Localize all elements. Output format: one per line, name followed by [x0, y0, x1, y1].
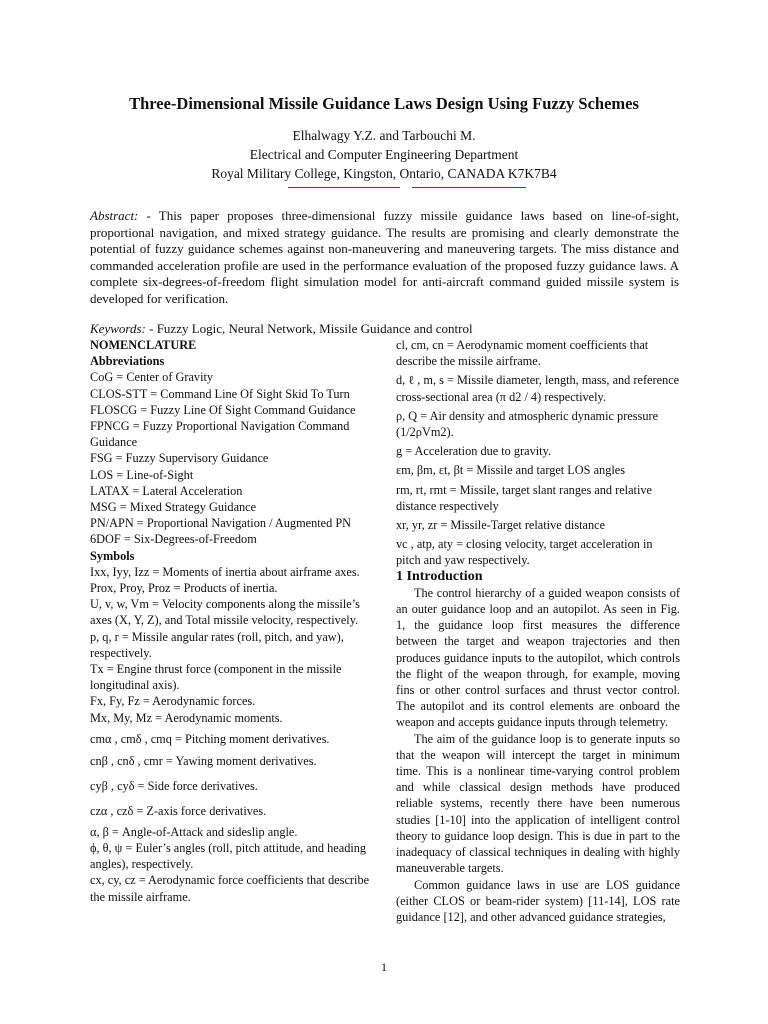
symbol-item: d, ℓ , m, s = Missile diameter, length, mass, and reference cross-sectional area (π d2 / 4) respectively.: [396, 373, 680, 404]
symbols-heading: Symbols: [90, 548, 135, 563]
symbol-item: cmα , cmδ , cmq = Pitching moment derivatives.: [90, 731, 330, 746]
abbreviation-item: CoG = Center of Gravity: [90, 370, 214, 385]
symbol-item: Ixx, Iyy, Izz = Moments of inertia about airframe axes.: [90, 564, 360, 579]
right-symbols-list: [396, 337, 680, 569]
keywords-label: Keywords:: [90, 321, 146, 336]
symbol-item: cyβ , cyδ = Side force derivatives.: [90, 779, 258, 794]
symbol-item: czα , czδ = Z-axis force derivatives.: [90, 804, 267, 819]
intro-paragraph: Common guidance laws in use are LOS guidance (either CLOS or beam-rider system) [11-14], LOS rate guidance [12], and other advanced guidance strategies,: [396, 877, 680, 924]
symbol-item: Fx, Fy, Fz = Aerodynamic forces.: [90, 694, 256, 709]
email-link-1[interactable]: [288, 187, 400, 188]
abbreviation-item: FLOSCG = Fuzzy Line Of Sight Command Guidance: [90, 402, 356, 417]
abbreviation-item: CLOS-STT = Command Line Of Sight Skid To Turn: [90, 386, 350, 401]
symbol-item: U, v, w, Vm = Velocity components along the missile’s axes (X, Y, Z), and Total missile velocity, respectively.: [90, 597, 360, 628]
author-block: [0, 126, 768, 183]
paper-title: Three-Dimensional Missile Guidance Laws Design Using Fuzzy Schemes: [129, 94, 639, 113]
department: Electrical and Computer Engineering Department: [249, 147, 519, 162]
abbreviation-item: MSG = Mixed Strategy Guidance: [90, 500, 257, 515]
abstract-label: Abstract:: [90, 208, 139, 223]
symbol-item: Tx = Engine thrust force (component in the missile longitudinal axis).: [90, 662, 342, 693]
symbol-item: cl, cm, cn = Aerodynamic moment coefficients that describe the missile airframe.: [396, 338, 649, 369]
symbol-item: ρ, Q = Air density and atmospheric dynamic pressure (1/2ρVm2).: [396, 408, 659, 440]
abbreviations-heading: Abbreviations: [90, 354, 165, 369]
abbreviation-item: FPNCG = Fuzzy Proportional Navigation Command Guidance: [90, 419, 350, 450]
symbol-item: ϕ, θ, ψ = Euler’s angles (roll, pitch attitude, and heading angles), respectively.: [90, 840, 367, 872]
symbol-item: rm, rt, rmt = Missile, target slant ranges and relative distance respectively: [396, 482, 652, 513]
symbol-item: p, q, r = Missile angular rates (roll, pitch, and yaw), respectively.: [90, 629, 344, 660]
institution: Royal Military College, Kingston, Ontario, CANADA K7K7B4: [211, 166, 557, 181]
abstract: [90, 208, 679, 308]
authors: Elhalwagy Y.Z. and Tarbouchi M.: [292, 128, 476, 143]
symbol-item: α, β = Angle-of-Attack and sideslip angle.: [90, 824, 298, 839]
symbol-item: xr, yr, zr = Missile-Target relative distance: [396, 518, 606, 533]
page-number: 1: [381, 960, 387, 974]
left-column: [90, 337, 372, 905]
email-links[interactable]: [288, 187, 528, 189]
abstract-text: - This paper proposes three-dimensional fuzzy missile guidance laws based on line-of-sight, proportional navigation, and mixed strategy guidance. The results are promising and clearly demonstrate the potential of fuzzy guidance schemes against non-maneuvering and maneuvering targets. The miss distance and commanded acceleration profile are used in the performance evaluation of the proposed fuzzy guidance laws. A complete six-degrees-of-freedom flight simulation model for anti-aircraft command guided missile system is developed for verification.: [90, 208, 679, 306]
symbol-item: εm, βm, εt, βt = Missile and target LOS angles: [396, 463, 626, 478]
abbreviation-item: PN/APN = Proportional Navigation / Augmented PN: [90, 516, 352, 531]
abbreviation-item: LATAX = Lateral Acceleration: [90, 483, 243, 498]
keywords-text: - Fuzzy Logic, Neural Network, Missile Guidance and control: [145, 321, 473, 336]
symbols-list: [90, 564, 372, 905]
email-link-2[interactable]: [412, 187, 526, 188]
abbreviation-item: 6DOF = Six-Degrees-of-Freedom: [90, 532, 257, 547]
symbol-item: Mx, My, Mz = Aerodynamic moments.: [90, 710, 283, 725]
intro-paragraph: The aim of the guidance loop is to generate inputs so that the weapon will intercept the target in minimum time. This is a nonlinear time-varying control problem and while classical design methods have produced reliable systems, recently there have been numerous studies [1-10] into the application of intelligent control theory to guidance loop design. This is due in part to the inadequacy of classical techniques in dealing with highly maneuverable targets.: [396, 731, 680, 876]
symbol-item: g = Acceleration due to gravity.: [396, 444, 552, 459]
right-column: [396, 337, 680, 925]
intro-paragraph: The control hierarchy of a guided weapon consists of an outer guidance loop and an autopilot. As seen in Fig. 1, the guidance loop first measures the difference between the target and weapon trajectories and then produces guidance inputs to the autopilot, which controls the flight of the weapon through, for example, moving fins or other control surfaces and thrust vector control. The autopilot and its control elements are onboard the weapon and accepts guidance inputs through telemetry.: [396, 585, 680, 730]
introduction-heading: 1 Introduction: [396, 568, 483, 584]
symbol-item: vc , atp, aty = closing velocity, target acceleration in pitch and yaw respectively.: [396, 537, 653, 568]
symbol-item: cnβ , cnδ , cmr = Yawing moment derivatives.: [90, 754, 317, 769]
abbreviations-list: [90, 369, 372, 547]
keywords: [90, 321, 679, 337]
abbreviation-item: FSG = Fuzzy Supervisory Guidance: [90, 451, 269, 466]
nomenclature-heading: NOMENCLATURE: [90, 338, 197, 352]
symbol-item: cx, cy, cz = Aerodynamic force coefficients that describe the missile airframe.: [90, 873, 370, 904]
abbreviation-item: LOS = Line-of-Sight: [90, 467, 194, 482]
symbol-item: Prox, Proy, Proz = Products of inertia.: [90, 581, 278, 596]
